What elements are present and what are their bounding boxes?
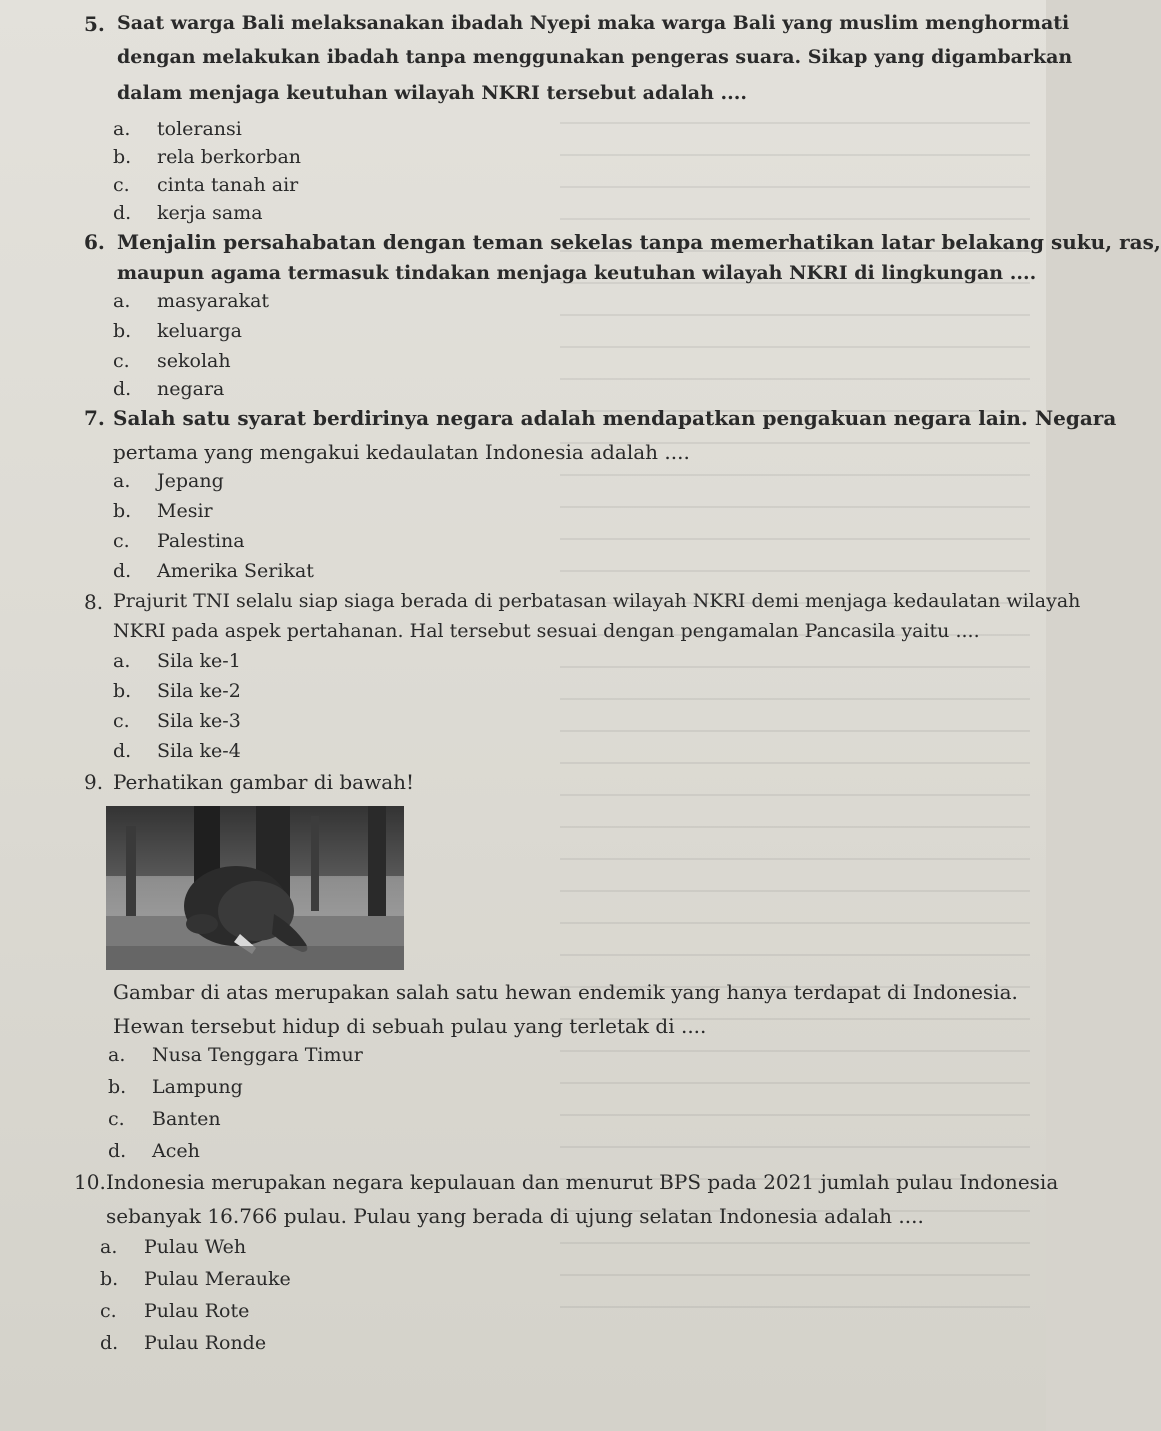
question-9-after-line-2: Hewan tersebut hidup di sebuah pulau yang terletak di .... [113, 1014, 707, 1038]
option-text: Lampung [152, 1076, 243, 1098]
option-text: Sila ke-3 [157, 710, 241, 732]
question-9-option-a [108, 1044, 363, 1066]
option-text: Palestina [157, 530, 245, 552]
question-9-after-line-1: Gambar di atas merupakan salah satu hewan endemik yang hanya terdapat di Indonesia. [113, 980, 1018, 1004]
option-letter: d. [113, 202, 132, 224]
question-8-option-c [113, 710, 241, 732]
option-letter: c. [108, 1108, 125, 1130]
option-letter: c. [113, 710, 130, 732]
question-6-option-b [113, 320, 242, 342]
option-letter: b. [113, 146, 132, 168]
question-5-number: 5. [84, 12, 105, 36]
option-text: Pulau Merauke [144, 1268, 291, 1290]
question-10-option-a [100, 1236, 246, 1258]
question-9-option-d [108, 1140, 200, 1162]
question-8-line-1: Prajurit TNI selalu siap siaga berada di perbatasan wilayah NKRI demi menjaga kedaulatan wilayah [113, 590, 1081, 612]
option-text: keluarga [157, 320, 242, 342]
question-5-option-b [113, 146, 301, 168]
question-7-option-c [113, 530, 245, 552]
question-5-option-a [113, 118, 242, 140]
option-text: Pulau Ronde [144, 1332, 267, 1354]
option-text: Pulau Rote [144, 1300, 250, 1322]
question-9-option-c [108, 1108, 221, 1130]
option-letter: a. [113, 118, 131, 140]
option-letter: a. [113, 470, 131, 492]
option-letter: c. [113, 350, 130, 372]
option-letter: a. [113, 290, 131, 312]
option-text: Aceh [152, 1140, 200, 1162]
question-7-option-b [113, 500, 213, 522]
option-letter: b. [113, 500, 132, 522]
option-letter: a. [113, 650, 131, 672]
question-6-option-a [113, 290, 269, 312]
question-6-line-1: Menjalin persahabatan dengan teman sekelas tanpa memerhatikan latar belakang suku, ras, [117, 230, 1161, 254]
question-10-option-b [100, 1268, 291, 1290]
option-text: Nusa Tenggara Timur [152, 1044, 363, 1066]
question-8-number: 8. [84, 590, 104, 614]
question-5-line-1: Saat warga Bali melaksanakan ibadah Nyepi maka warga Bali yang muslim menghormati [117, 12, 1070, 34]
option-letter: d. [108, 1140, 127, 1162]
question-8-option-a [113, 650, 241, 672]
option-letter: a. [100, 1236, 118, 1258]
option-text: Jepang [157, 470, 224, 492]
question-7-number: 7. [84, 406, 105, 430]
option-text: Pulau Weh [144, 1236, 247, 1258]
option-letter: c. [113, 174, 130, 196]
question-10-option-d [100, 1332, 266, 1354]
option-text: rela berkorban [157, 146, 302, 168]
option-text: cinta tanah air [157, 174, 299, 196]
question-10-line-2: sebanyak 16.766 pulau. Pulau yang berada di ujung selatan Indonesia adalah .... [106, 1204, 924, 1228]
option-text: Sila ke-4 [157, 740, 241, 762]
question-6-option-d [113, 378, 224, 400]
option-text: Sila ke-1 [157, 650, 241, 672]
option-letter: d. [100, 1332, 119, 1354]
question-8-option-d [113, 740, 241, 762]
question-5-line-2: dengan melakukan ibadah tanpa menggunakan pengeras suara. Sikap yang digambarkan [117, 46, 1073, 68]
option-letter: d. [113, 740, 132, 762]
option-text: negara [157, 378, 225, 400]
option-letter: a. [108, 1044, 126, 1066]
question-5-option-c [113, 174, 298, 196]
option-letter: b. [100, 1268, 119, 1290]
option-letter: b. [113, 320, 132, 342]
option-letter: d. [113, 560, 132, 582]
question-7-line-1: Salah satu syarat berdirinya negara adalah mendapatkan pengakuan negara lain. Negara [113, 406, 1117, 430]
question-6-line-2: maupun agama termasuk tindakan menjaga keutuhan wilayah NKRI di lingkungan .... [117, 262, 1037, 284]
option-text: sekolah [157, 350, 231, 372]
question-5-option-d [113, 202, 263, 224]
question-10-option-c [100, 1300, 249, 1322]
question-9-option-b [108, 1076, 243, 1098]
question-7-option-a [113, 470, 224, 492]
option-text: Amerika Serikat [157, 560, 314, 582]
option-text: masyarakat [157, 290, 270, 312]
option-text: Banten [152, 1108, 221, 1130]
option-letter: b. [113, 680, 132, 702]
question-10-number: 10. [74, 1170, 106, 1194]
komodo-dragon-photo [106, 806, 404, 970]
question-8-line-2: NKRI pada aspek pertahanan. Hal tersebut sesuai dengan pengamalan Pancasila yaitu .... [113, 620, 980, 642]
option-letter: b. [108, 1076, 127, 1098]
option-letter: c. [113, 530, 130, 552]
question-6-number: 6. [84, 230, 105, 254]
question-5-line-3: dalam menjaga keutuhan wilayah NKRI tersebut adalah .... [117, 82, 747, 104]
question-7-line-2: pertama yang mengakui kedaulatan Indonesia adalah .... [113, 440, 690, 464]
option-text: Sila ke-2 [157, 680, 241, 702]
option-letter: c. [100, 1300, 117, 1322]
option-text: Mesir [157, 500, 213, 522]
question-10-line-1: Indonesia merupakan negara kepulauan dan menurut BPS pada 2021 jumlah pulau Indonesia [106, 1170, 1059, 1194]
question-8-option-b [113, 680, 241, 702]
komodo-dragon-illustration [106, 806, 404, 970]
question-6-option-c [113, 350, 231, 372]
question-7-option-d [113, 560, 314, 582]
option-text: kerja sama [157, 202, 263, 224]
option-letter: d. [113, 378, 132, 400]
question-9-number: 9. [84, 770, 104, 794]
option-text: toleransi [157, 118, 242, 140]
question-9-line-1: Perhatikan gambar di bawah! [113, 770, 415, 794]
